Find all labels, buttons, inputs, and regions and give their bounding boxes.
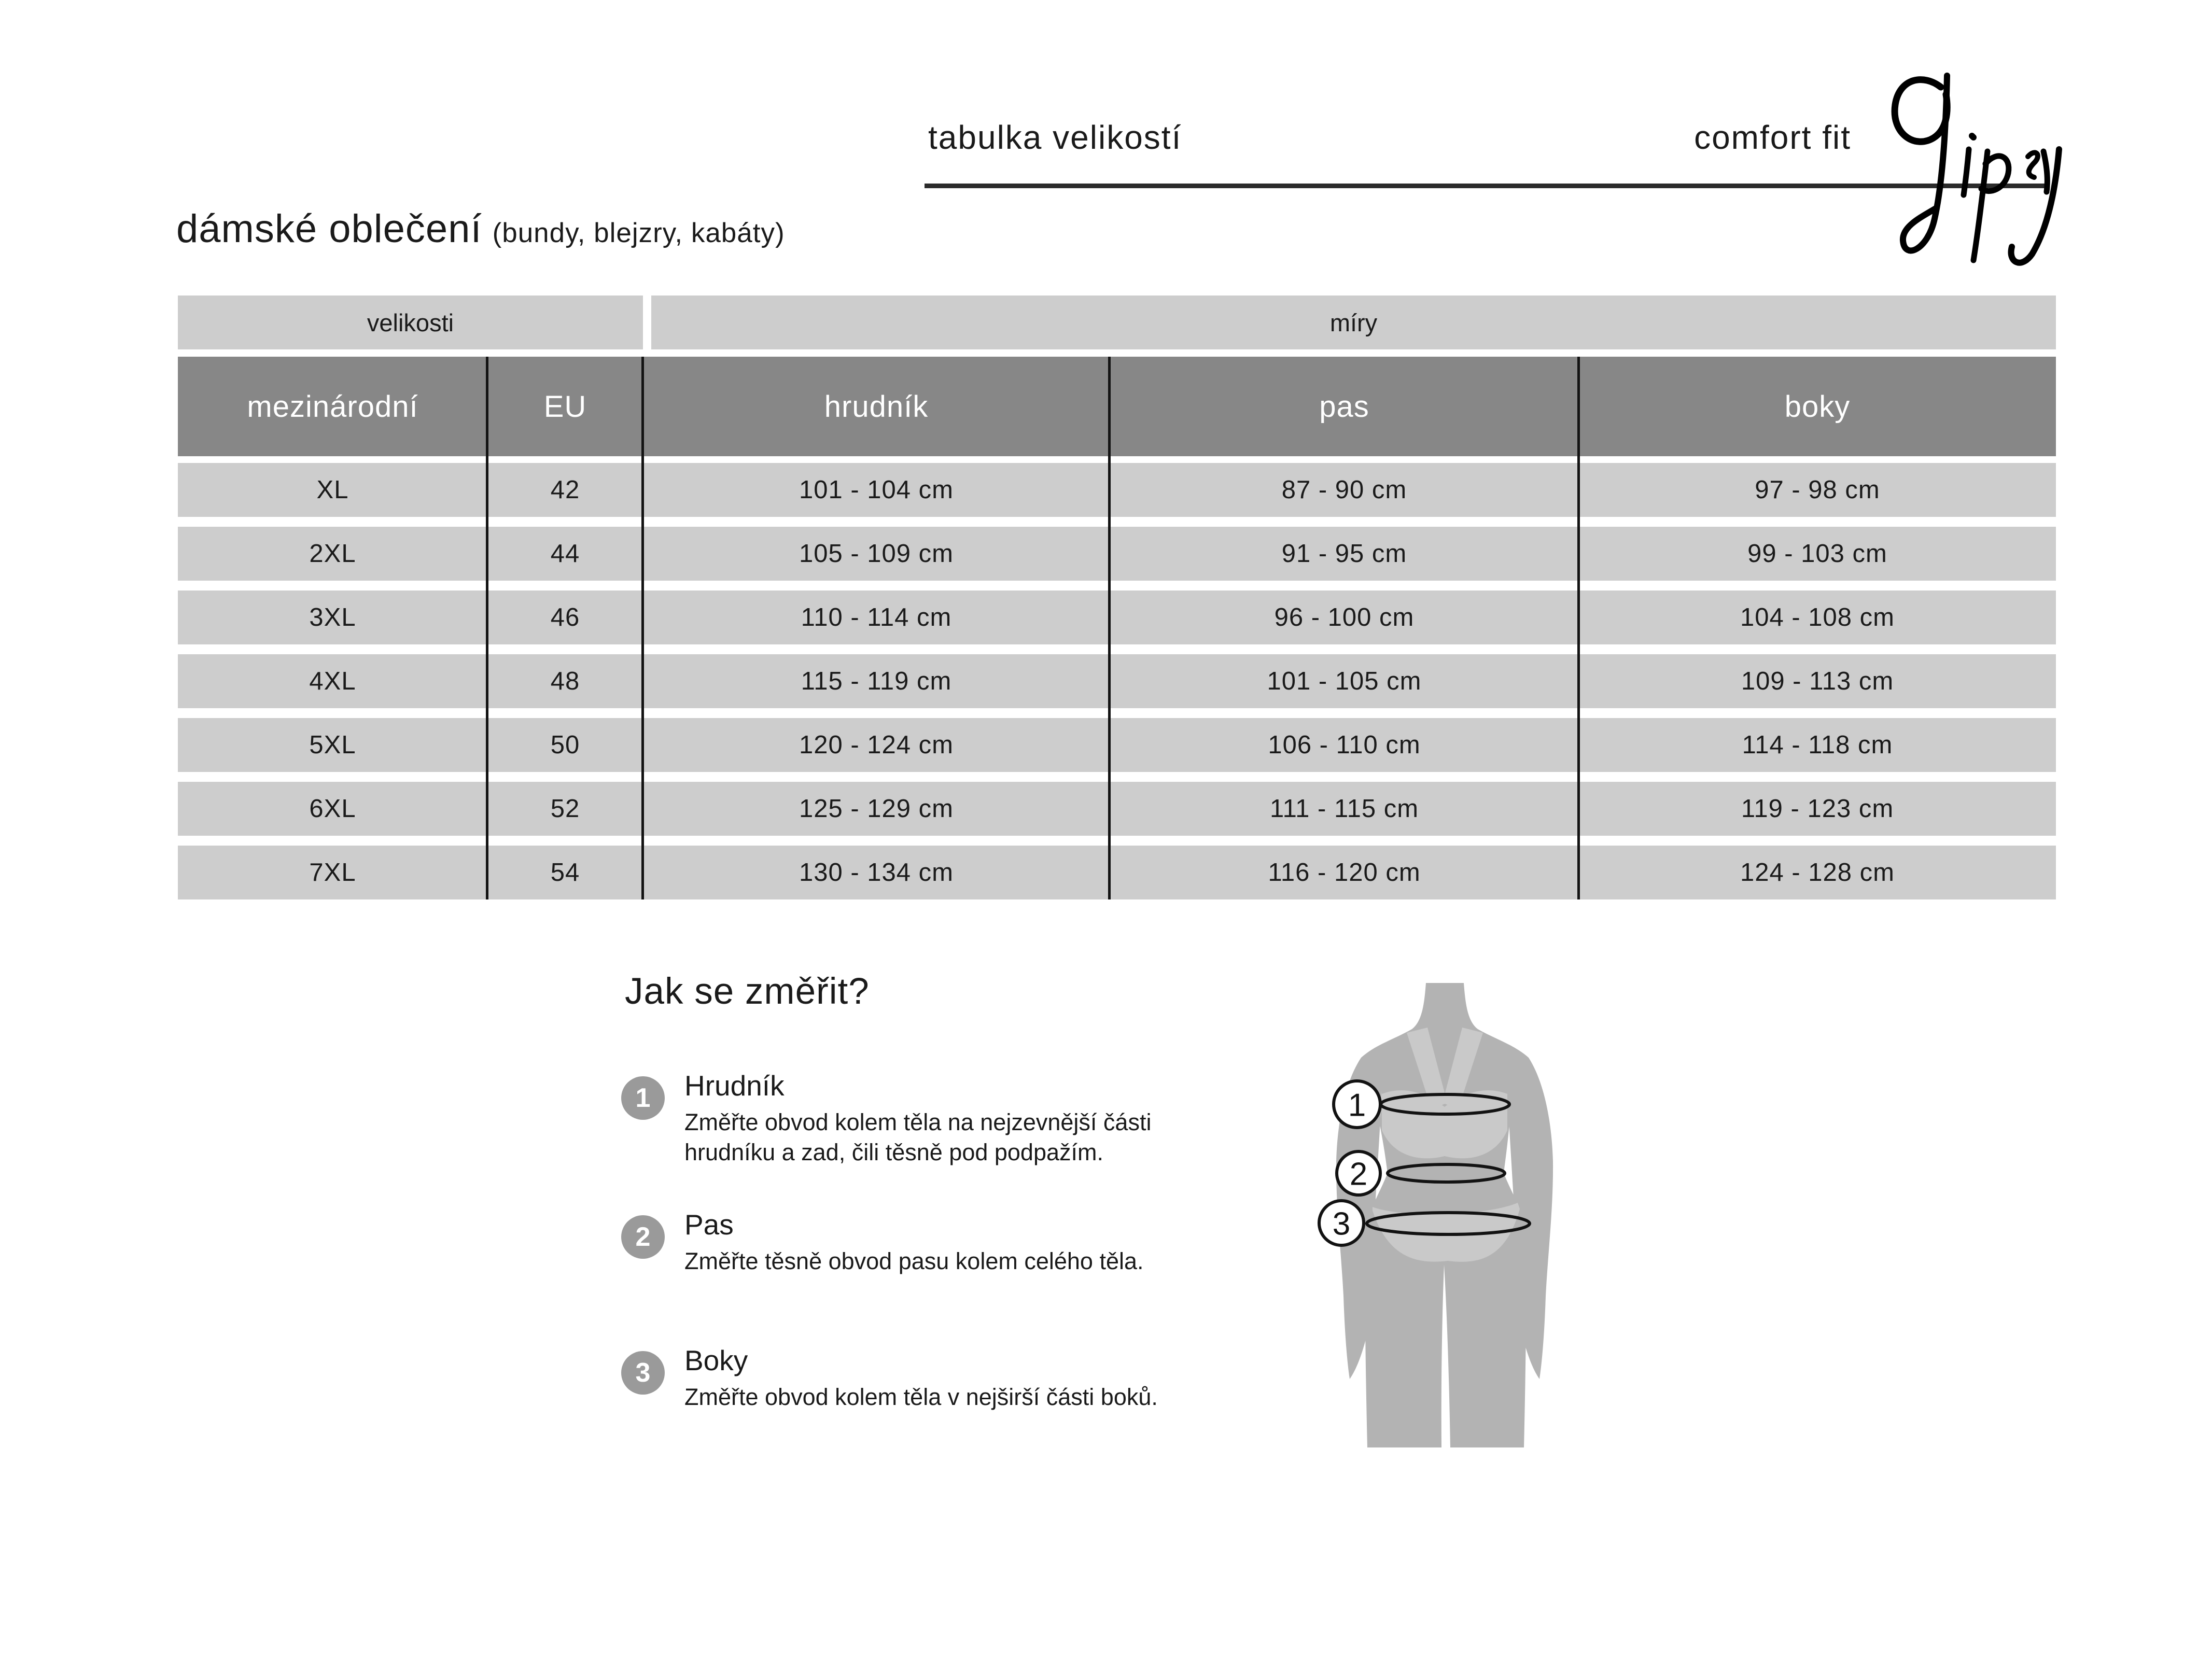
cell-size-eu: 54: [487, 846, 643, 899]
column-header-eu: EU: [543, 389, 587, 424]
table-row: [178, 654, 2056, 708]
column-divider: [1108, 357, 1111, 899]
table-row: [178, 846, 2056, 899]
column-divider: [1577, 357, 1580, 899]
cell-waist: 101 - 105 cm: [1110, 654, 1579, 708]
cell-size-intl: 2XL: [178, 527, 487, 581]
cell-waist: 116 - 120 cm: [1110, 846, 1579, 899]
cell-size-eu: 42: [487, 463, 643, 517]
cell-hips: 109 - 113 cm: [1579, 654, 2056, 708]
cell-chest: 110 - 114 cm: [643, 591, 1110, 644]
cell-waist: 111 - 115 cm: [1110, 782, 1579, 836]
step-2-badge: 2: [621, 1215, 665, 1259]
cell-size-eu: 52: [487, 782, 643, 836]
step-3-badge: 3: [621, 1351, 665, 1395]
cell-size-intl: 6XL: [178, 782, 487, 836]
cell-hips: 99 - 103 cm: [1579, 527, 2056, 581]
column-divider: [641, 357, 644, 899]
step-1-text: Změřte obvod kolem těla na nejzevnější části hrudníku a zad, čili těsně pod podpažím.: [684, 1109, 1152, 1165]
cell-hips: 119 - 123 cm: [1579, 782, 2056, 836]
table-header-row: [178, 357, 2056, 456]
cell-chest: 101 - 104 cm: [643, 463, 1110, 517]
gipsy-logo: [1874, 26, 2071, 270]
cell-size-eu: 46: [487, 591, 643, 644]
cell-size-intl: 3XL: [178, 591, 487, 644]
step-1-badge: 1: [621, 1076, 665, 1120]
marker-3-number: 3: [1332, 1206, 1351, 1242]
step-1-label: Hrudník: [684, 1070, 785, 1102]
cell-size-eu: 44: [487, 527, 643, 581]
cell-size-intl: 4XL: [178, 654, 487, 708]
table-row: [178, 782, 2056, 836]
table-row: [178, 463, 2056, 517]
cell-chest: 105 - 109 cm: [643, 527, 1110, 581]
marker-1-number: 1: [1348, 1087, 1366, 1123]
cell-waist: 106 - 110 cm: [1110, 718, 1579, 772]
cell-waist: 91 - 95 cm: [1110, 527, 1579, 581]
group-header-sizes: velikosti: [178, 296, 643, 349]
step-3-text: Změřte obvod kolem těla v nejširší části boků.: [684, 1384, 1158, 1410]
subtitle-main: dámské oblečení: [176, 207, 482, 251]
cell-size-intl: XL: [178, 463, 487, 517]
cell-hips: 104 - 108 cm: [1579, 591, 2056, 644]
marker-2-number: 2: [1349, 1156, 1368, 1192]
cell-size-eu: 48: [487, 654, 643, 708]
cell-chest: 130 - 134 cm: [643, 846, 1110, 899]
fit-label: comfort fit: [1694, 119, 1851, 156]
column-header-hips: boky: [1784, 389, 1851, 424]
column-divider: [486, 357, 488, 899]
column-header-waist: pas: [1319, 389, 1369, 424]
page-title: tabulka velikostí: [928, 119, 1182, 156]
cell-size-eu: 50: [487, 718, 643, 772]
cell-hips: 124 - 128 cm: [1579, 846, 2056, 899]
cell-chest: 115 - 119 cm: [643, 654, 1110, 708]
step-2-label: Pas: [684, 1208, 734, 1241]
size-table: [178, 296, 2056, 899]
howto-title: Jak se změřit?: [625, 971, 870, 1012]
step-2-text: Změřte těsně obvod pasu kolem celého těla.: [684, 1248, 1144, 1274]
column-header-international: mezinárodní: [247, 389, 418, 424]
cell-waist: 96 - 100 cm: [1110, 591, 1579, 644]
cell-hips: 97 - 98 cm: [1579, 463, 2056, 517]
cell-chest: 120 - 124 cm: [643, 718, 1110, 772]
table-row: [178, 718, 2056, 772]
column-header-chest: hrudník: [824, 389, 929, 424]
cell-chest: 125 - 129 cm: [643, 782, 1110, 836]
cell-size-intl: 5XL: [178, 718, 487, 772]
subtitle-note: (bundy, blejzry, kabáty): [492, 218, 785, 248]
table-row: [178, 591, 2056, 644]
cell-hips: 114 - 118 cm: [1579, 718, 2056, 772]
group-header-measures: míry: [651, 296, 2056, 349]
body-measurement-figure: [1312, 975, 1576, 1457]
section-subtitle: [176, 206, 785, 251]
cell-waist: 87 - 90 cm: [1110, 463, 1579, 517]
table-row: [178, 527, 2056, 581]
step-3-label: Boky: [684, 1344, 748, 1376]
cell-size-intl: 7XL: [178, 846, 487, 899]
